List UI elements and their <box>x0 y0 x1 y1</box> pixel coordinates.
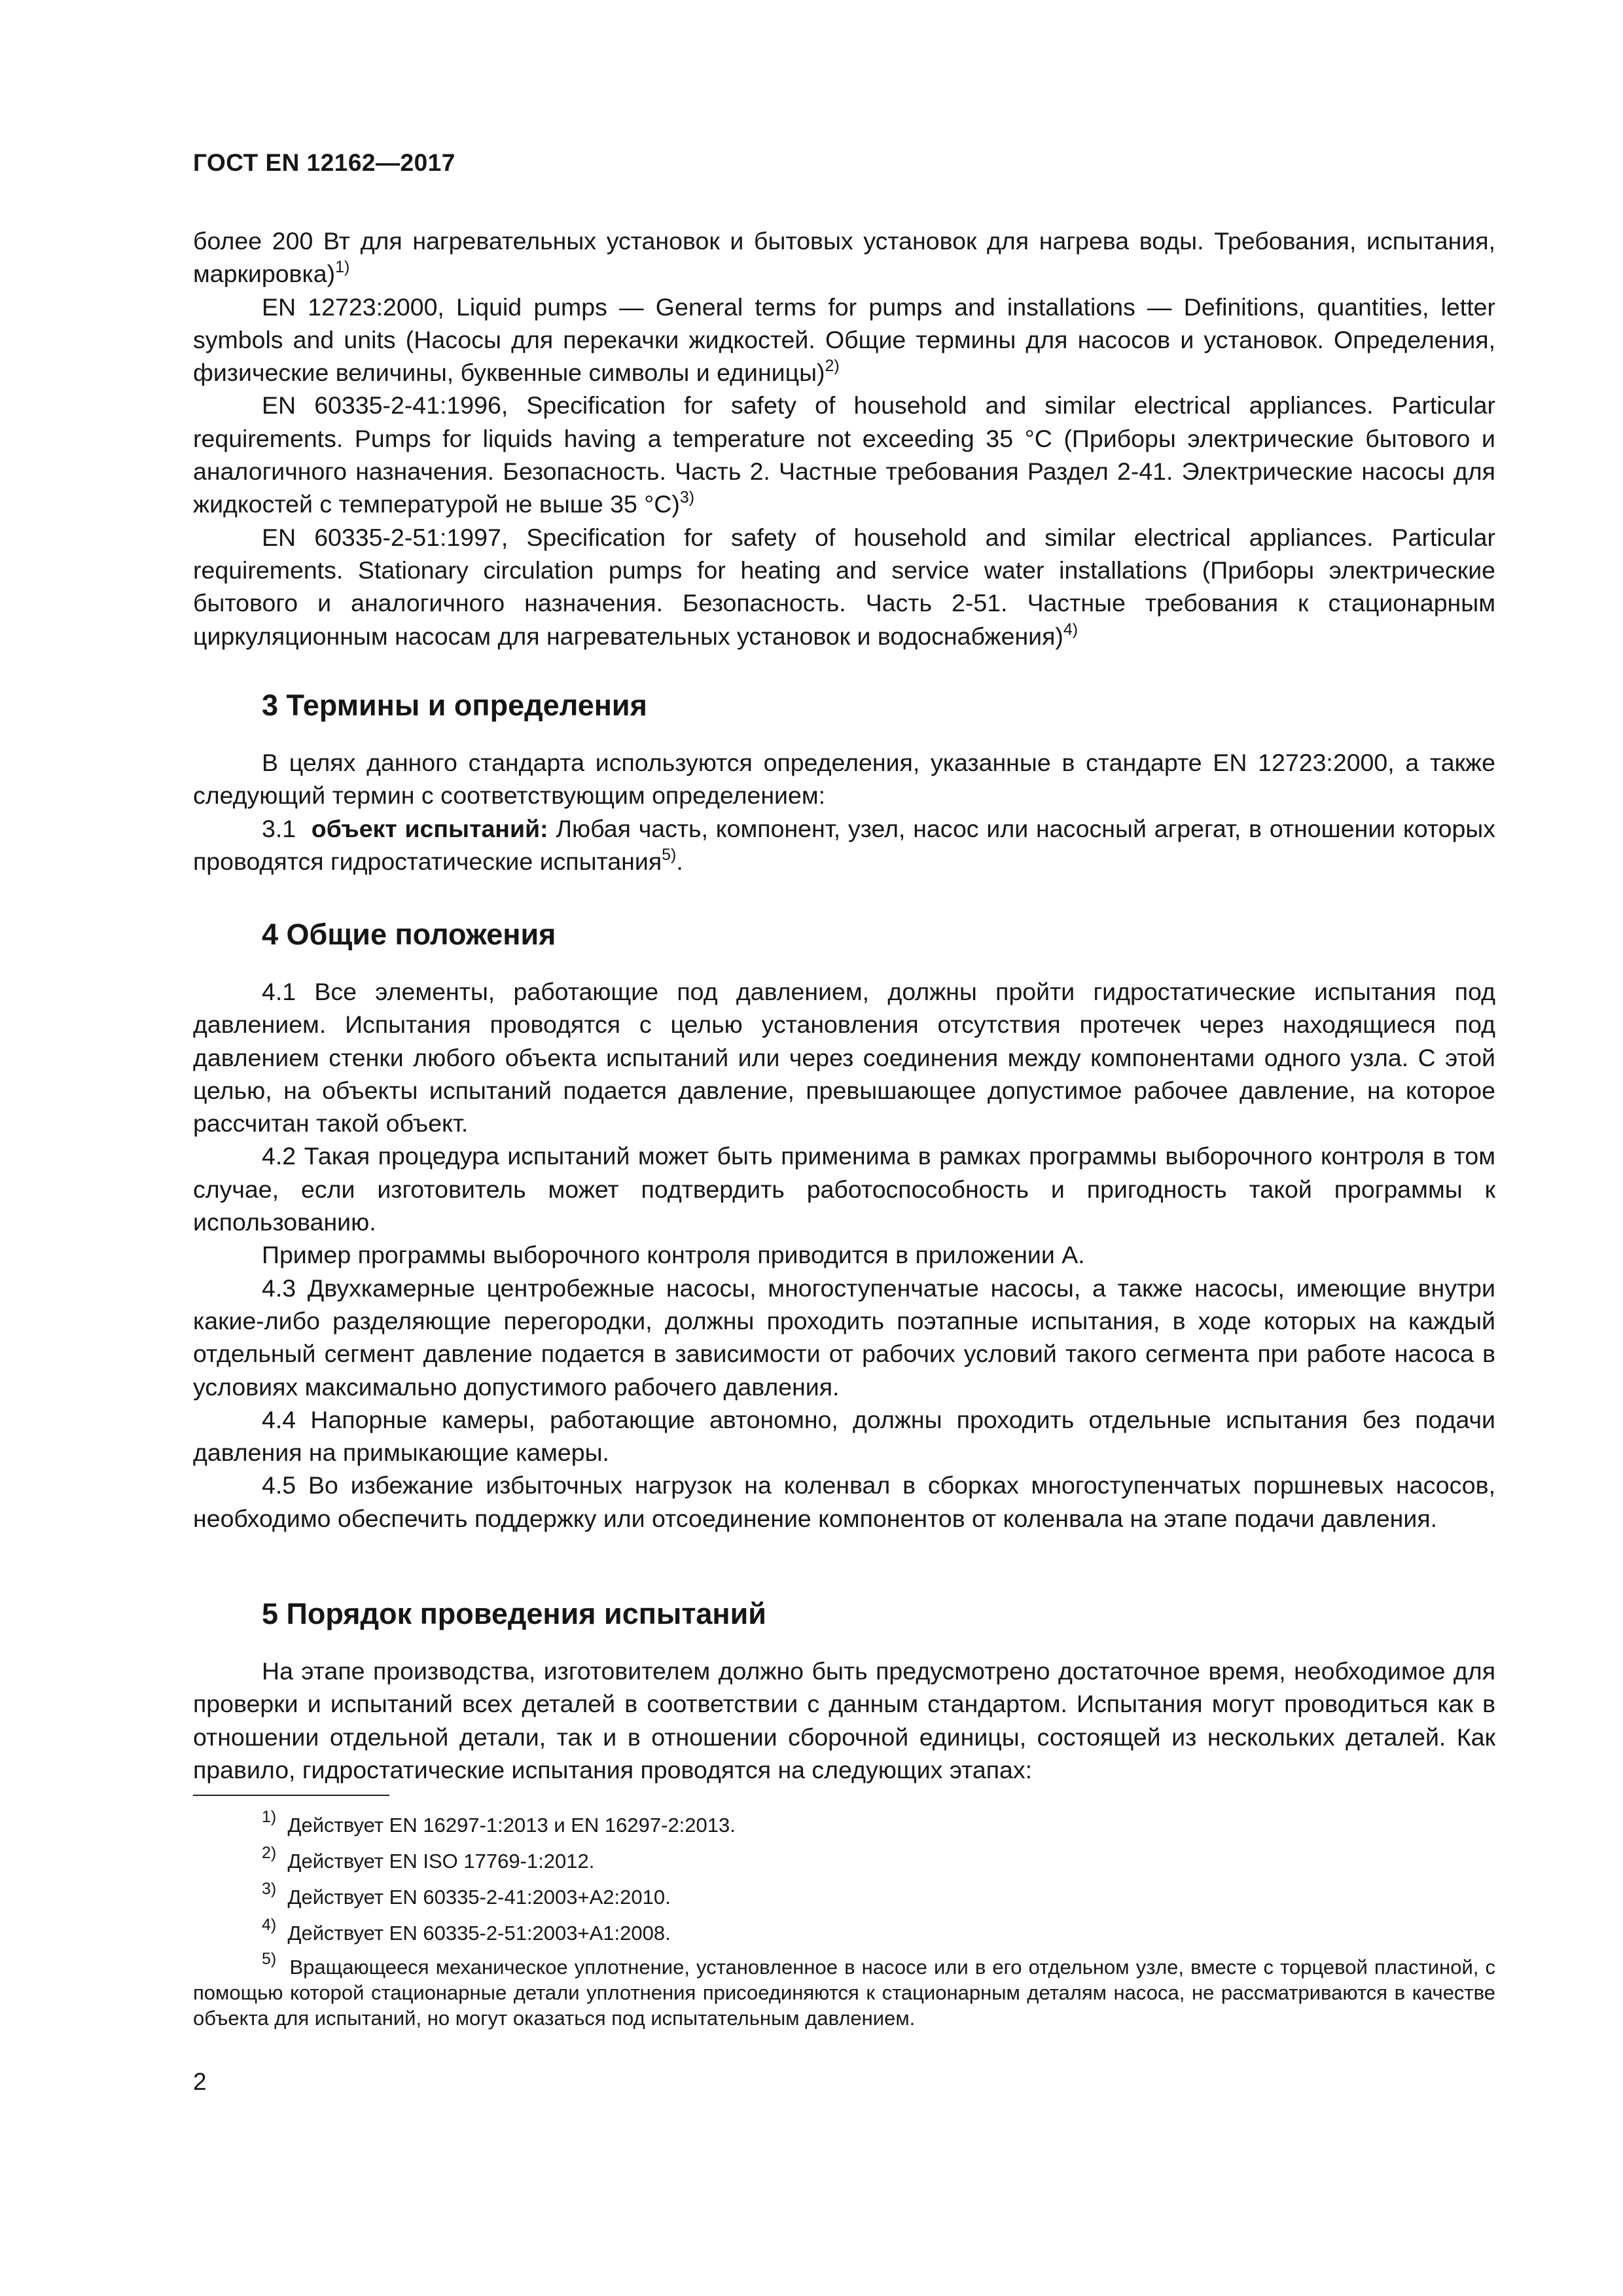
footnote-item: $^{5)}$ Вращающееся механическое уплотнение, установленное в насосе или в его отдельном узле, вместе с торцевой пластиной, с помощью которой стационарные детали уплотнения присоединяются к стационарным деталям насоса, не рассматриваются в качестве объекта для испытаний, но могут оказаться под испытательным давлением. <box>193 1950 1495 2030</box>
section-5-title: 5 Порядок проведения испытаний <box>262 1597 766 1630</box>
paragraph: 4.2 Такая процедура испытаний может быть применима в рамках программы выборочного контроля в том случае, если изготовитель может подтвердить работоспособность и пригодность такой программы к использованию. <box>193 1142 1495 1236</box>
section-4-title: 4 Общие положения <box>262 918 556 951</box>
section-3-title: 3 Термины и определения <box>262 689 647 722</box>
footnote-ref[interactable]: 3) <box>679 488 695 507</box>
reference-item: EN 60335-2-41:1996, Specification for safety of household and similar electrical appliances. Particular requirements. Pumps for liquids having a temperature not exceeding 35 °C (Приборы электрические бытового и аналогичного назначения. Безопасность. Часть 2. Частные требования Раздел 2-41. Электрические насосы для жидкостей с температурой не выше 35 °C)$^{3)}$ <box>193 391 1495 518</box>
paragraph: 4.1 Все элементы, работающие под давлением, должны пройти гидростатические испытания под давлением. Испытания проводятся с целью установления отсутствия протечек через находящиеся под давлением стенки любого объекта испытаний или через соединения между компонентами одного узла. С этой целью, на объекты испытаний подается давление, превышающее допустимое рабочее давление, на которое рассчитан такой объект. <box>193 978 1495 1138</box>
paragraph: На этапе производства, изготовителем должно быть предусмотрено достаточное время, необходимое для проверки и испытаний всех деталей в соответствии с данным стандартом. Испытания могут проводиться как в отношении отдельной детали, так и в отношении сборочной единицы, состоящей из нескольких деталей. Как правило, гидростатические испытания проводятся на следующих этапах: <box>193 1657 1495 1784</box>
footnote-ref[interactable]: 5) <box>662 845 677 864</box>
paragraph: 4.5 Во избежание избыточных нагрузок на коленвал в сборках многоступенчатых поршневых насосов, необходимо обеспечить поддержку или отсоединение компонентов от коленвала на этапе подачи давления. <box>193 1471 1495 1532</box>
reference-item: EN 12723:2000, Liquid pumps — General terms for pumps and installations — Definitions, quantities, letter symbols and units (Насосы для перекачки жидкостей. Общие термины для насосов и установок. Определения, физические величины, буквенные символы и единицы)$^{2)}$ <box>193 293 1495 387</box>
footnotes <box>193 1810 1495 2037</box>
document-header: ГОСТ EN 12162—2017 <box>193 149 455 176</box>
section-4-body <box>193 975 1495 1535</box>
section-4 <box>193 915 1495 954</box>
footnote-ref[interactable]: 4) <box>1063 620 1079 639</box>
footnote-item: $^{4)}$ Действует EN 60335-2-51:2003+A1:2008. <box>262 1916 671 1945</box>
footnote-item: $^{3)}$ Действует EN 60335-2-41:2003+A2:2010. <box>262 1880 671 1909</box>
term-definition: 3.1 объект испытаний: Любая часть, компонент, узел, насос или насосный агрегат, в отношении которых проводятся гидростатические испытания$^{5)}$. <box>193 814 1496 875</box>
footnote-ref[interactable]: 2) <box>825 357 840 376</box>
section-5-body <box>193 1655 1495 1786</box>
reference-item: EN 60335-2-51:1997, Specification for safety of household and similar electrical appliances. Particular requirements. Stationary circulation pumps for heating and service water installations (Приборы электрические бытового и аналогичного назначения. Безопасность. Часть 2-51. Частные требования к стационарным циркуляционным насосам для нагревательных установок и водоснабжения)$^{4)}$ <box>193 523 1495 650</box>
paragraph: Пример программы выборочного контроля приводится в приложении А. <box>262 1241 1085 1269</box>
footnote-separator <box>193 1795 389 1796</box>
references-block <box>193 224 1495 653</box>
footnote-ref[interactable]: 1) <box>335 258 350 277</box>
section-5 <box>193 1594 1495 1634</box>
footnote-item: $^{2)}$ Действует EN ISO 17769-1:2012. <box>262 1844 595 1873</box>
section-3-intro: В целях данного стандарта используются определения, указанные в стандарте EN 12723:2000, а также следующий термин с соответствующим определением: <box>193 749 1495 810</box>
paragraph: 4.4 Напорные камеры, работающие автономно, должны проходить отдельные испытания без подачи давления на примыкающие камеры. <box>193 1405 1495 1467</box>
term-name: объект испытаний: <box>311 814 548 842</box>
footnote-item: $^{1)}$ Действует EN 16297-1:2013 и EN 16297-2:2013. <box>262 1808 736 1837</box>
paragraph: 4.3 Двухкамерные центробежные насосы, многоступенчатые насосы, а также насосы, имеющие внутри какие-либо разделяющие перегородки, должны проходить поэтапные испытания, в ходе которых на каждый отдельный сегмент давление подается в зависимости от рабочих условий такого сегмента при работе насоса в условиях максимально допустимого рабочего давления. <box>193 1274 1495 1401</box>
reference-item: более 200 Вт для нагревательных установок и бытовых установок для нагрева воды. Требования, испытания, маркировка)$^{1)}$ <box>193 227 1495 288</box>
section-3-body <box>193 746 1495 878</box>
page-number: 2 <box>193 2068 207 2095</box>
section-3 <box>193 686 1495 725</box>
